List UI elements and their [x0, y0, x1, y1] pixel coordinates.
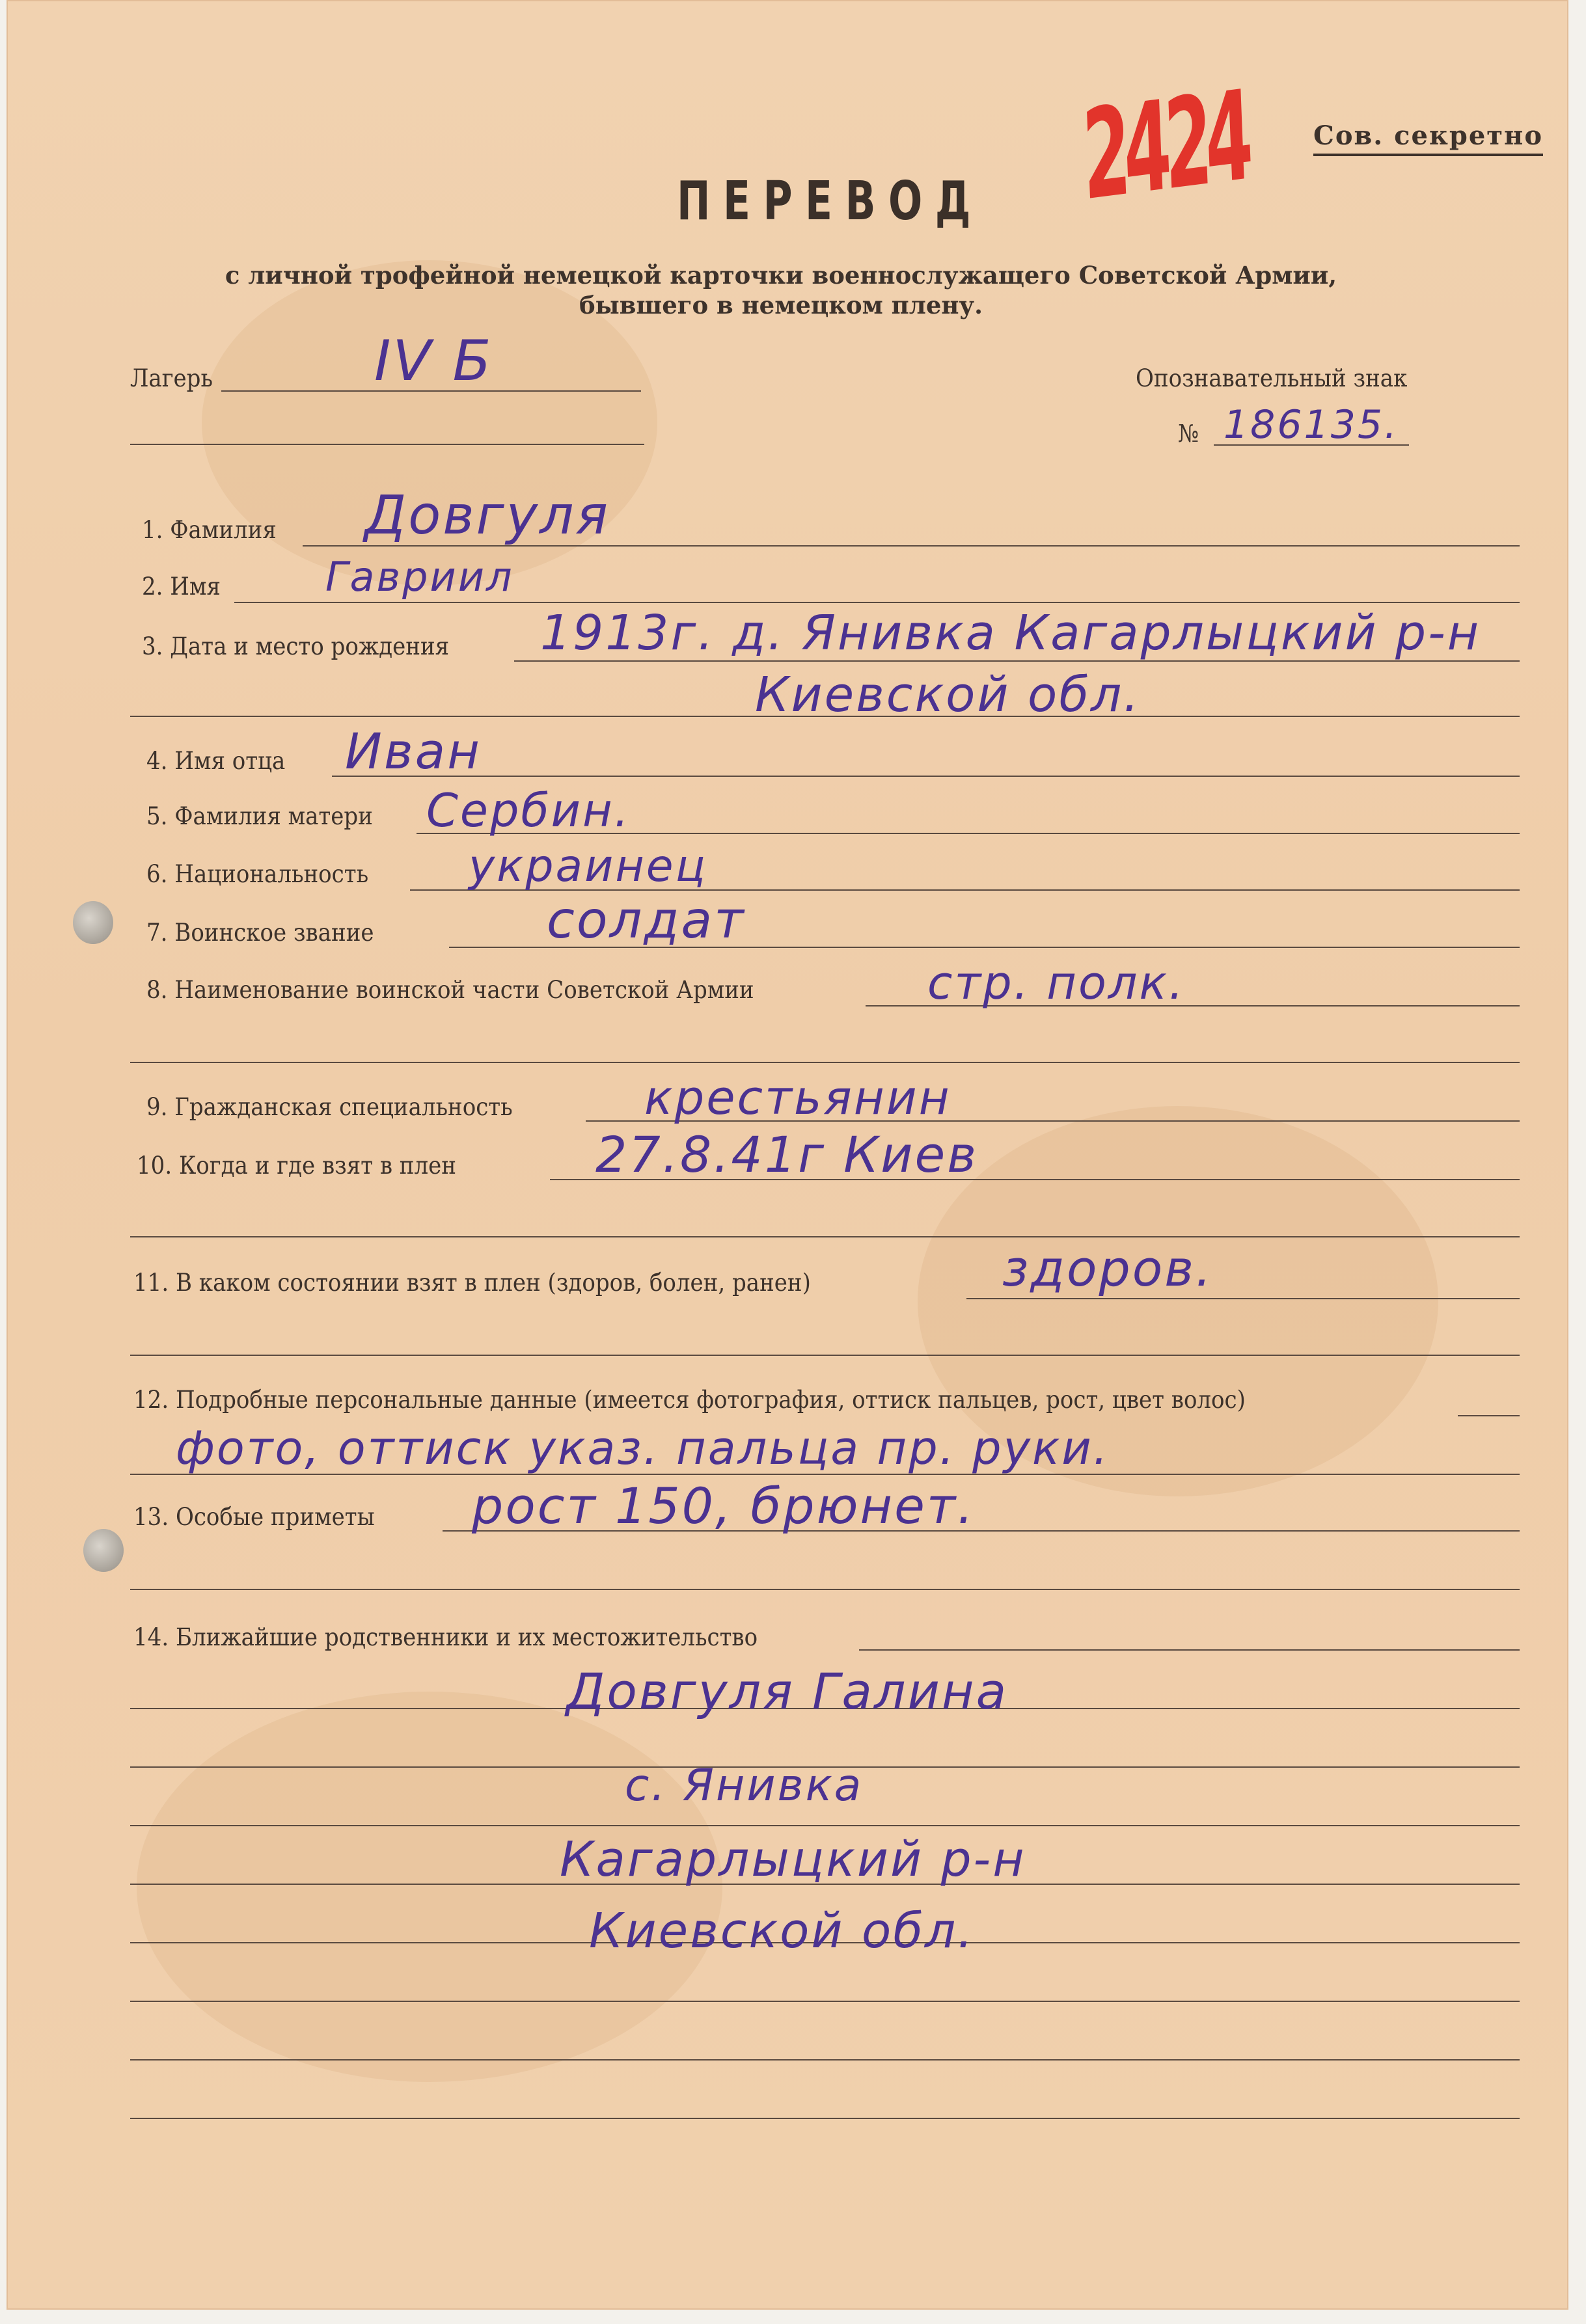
field-birth-value-2: Киевской обл.: [755, 667, 1141, 723]
field-nationality-label: 6. Национальность: [146, 860, 369, 888]
relatives-line-3: Кагарлыцкий р-н: [560, 1831, 1026, 1887]
camp-line-2: [130, 444, 644, 445]
field-captured-value: 27.8.41г Киев: [595, 1126, 979, 1183]
field-line: [130, 1589, 1520, 1590]
field-line: [966, 1298, 1520, 1299]
field-profession-value: крестьянин: [644, 1070, 951, 1125]
id-tag-label: Опознавательный знак: [1136, 364, 1408, 392]
camp-label: Лагерь: [130, 364, 213, 392]
punch-hole: [73, 901, 113, 944]
field-line: [859, 1649, 1520, 1651]
field-name-label: 2. Имя: [142, 573, 221, 601]
field-mother-label: 5. Фамилия матери: [146, 802, 373, 830]
field-surname-value: Довгуля: [364, 485, 610, 547]
field-birth-value: 1913г. д. Янивка Кагарлыцкий р-н: [540, 605, 1481, 661]
field-line: [130, 2059, 1520, 2061]
field-profession-label: 9. Гражданская специальность: [146, 1093, 513, 1121]
secret-stamp: Сов. секретно: [1313, 120, 1543, 156]
camp-value: IV Б: [374, 329, 493, 394]
field-line: [130, 1825, 1520, 1826]
id-number-label: №: [1178, 420, 1199, 448]
document-subtitle: [130, 260, 1432, 320]
field-line: [130, 1355, 1520, 1356]
field-line: [234, 602, 1520, 603]
field-father-value: Иван: [345, 722, 482, 780]
field-mother-value: Сербин.: [426, 784, 631, 837]
relatives-line-4: Киевской обл.: [589, 1903, 975, 1959]
field-features-label: 13. Особые приметы: [133, 1503, 375, 1531]
field-relatives-label: 14. Ближайшие родственники и их местожительство: [133, 1623, 758, 1651]
field-birth-label: 3. Дата и место рождения: [142, 632, 450, 660]
id-tag-value: 186135.: [1224, 402, 1399, 448]
field-unit-label: 8. Наименование воинской части Советской Армии: [146, 976, 754, 1004]
field-features-value: рост 150, брюнет.: [472, 1477, 976, 1535]
field-personal-data-label: 12. Подробные персональные данные (имеется фотография, оттиск пальцев, рост, цвет волос): [133, 1386, 1246, 1414]
archive-number: 2424: [1080, 64, 1250, 228]
field-captured-label: 10. Когда и где взят в плен: [137, 1152, 456, 1180]
relatives-line-2: с. Янивка: [625, 1760, 864, 1811]
field-line: [332, 776, 1520, 777]
relatives-line-1: Довгуля Галина: [566, 1662, 1009, 1720]
field-line: [130, 2118, 1520, 2119]
field-personal-data-value: фото, оттиск указ. пальца пр. руки.: [176, 1422, 1110, 1475]
field-father-label: 4. Имя отца: [146, 747, 286, 775]
field-line: [130, 2001, 1520, 2002]
field-nationality-value: украинец: [469, 841, 707, 892]
field-condition-label: 11. В каком состоянии взят в плен (здоров, болен, ранен): [133, 1269, 811, 1297]
subtitle-line: бывшего в немецком плену.: [579, 291, 983, 319]
punch-hole: [83, 1529, 124, 1572]
field-unit-value: стр. полк.: [927, 956, 1186, 1010]
subtitle-line: с личной трофейной немецкой карточки военнослужащего Советской Армии,: [225, 261, 1337, 290]
field-rank-label: 7. Воинское звание: [146, 919, 374, 947]
field-line: [130, 1236, 1520, 1237]
field-name-value: Гавриил: [325, 553, 514, 601]
field-surname-label: 1. Фамилия: [142, 516, 277, 544]
field-line: [130, 1062, 1520, 1063]
document-title: ПЕРЕВОД: [677, 170, 983, 232]
field-rank-value: солдат: [547, 891, 746, 950]
field-line: [1458, 1415, 1520, 1416]
field-condition-value: здоров.: [1002, 1239, 1214, 1297]
